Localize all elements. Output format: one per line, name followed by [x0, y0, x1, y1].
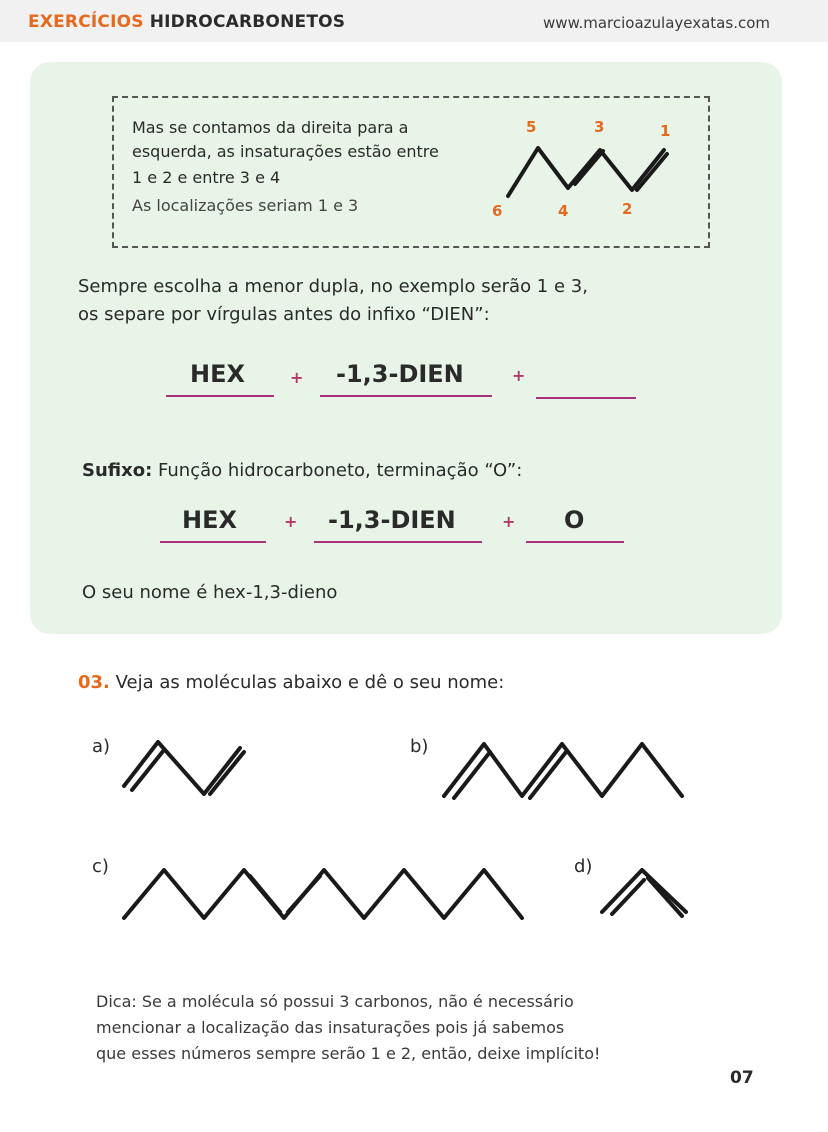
carbon-number-1: 1 [660, 122, 671, 140]
carbon-number-3: 3 [594, 118, 605, 136]
eq2-infix: -1,3-DIEN [328, 506, 456, 534]
carbon-number-4: 4 [558, 202, 569, 220]
sufixo-text: Função hidrocarboneto, terminação “O”: [152, 460, 523, 481]
eq1-plus-2: + [512, 366, 526, 385]
eq1-plus-1: + [290, 368, 304, 387]
eq1-prefix: HEX [190, 360, 245, 388]
tip-line-1: Dica: Se a molécula só possui 3 carbonos, não é necessário [96, 992, 574, 1011]
label-c: c) [92, 856, 109, 877]
callout-line-3: 1 e 2 e entre 3 e 4 [132, 168, 281, 187]
carbon-number-2: 2 [622, 200, 633, 218]
tip-line-3: que esses números sempre serão 1 e 2, então, deixe implícito! [96, 1044, 601, 1063]
tip-line-2: mencionar a localização das insaturações pois já sabemos [96, 1018, 565, 1037]
callout-line-4: As localizações seriam 1 e 3 [132, 196, 359, 215]
callout-line-1: Mas se contamos da direita para a [132, 118, 409, 137]
carbon-number-5: 5 [526, 118, 537, 136]
page-number: 07 [730, 1068, 754, 1088]
paragraph-line-2: os separe por vírgulas antes do infixo “DIEN”: [78, 304, 490, 325]
result-name: O seu nome é hex-1,3-dieno [82, 582, 338, 603]
eq2-plus-1: + [284, 512, 298, 531]
eq1-infix: -1,3-DIEN [336, 360, 464, 388]
carbon-number-6: 6 [492, 202, 503, 220]
eq2-plus-2: + [502, 512, 516, 531]
header-title-main: HIDROCARBONETOS [149, 12, 346, 32]
sufixo-label: Sufixo: [82, 460, 153, 481]
question-number: 03. [78, 672, 110, 693]
header-url[interactable]: www.marcioazulayexatas.com [543, 14, 770, 32]
header-title-accent: EXERCÍCIOS [28, 12, 144, 32]
question-text: Veja as moléculas abaixo e dê o seu nome: [109, 672, 505, 693]
label-a: a) [92, 736, 111, 757]
paragraph-line-1: Sempre escolha a menor dupla, no exemplo serão 1 e 3, [78, 276, 588, 297]
eq2-suffix: O [564, 506, 585, 534]
eq2-prefix: HEX [182, 506, 237, 534]
label-b: b) [410, 736, 429, 757]
label-d: d) [574, 856, 593, 877]
callout-line-2: esquerda, as insaturações estão entre [132, 142, 439, 161]
